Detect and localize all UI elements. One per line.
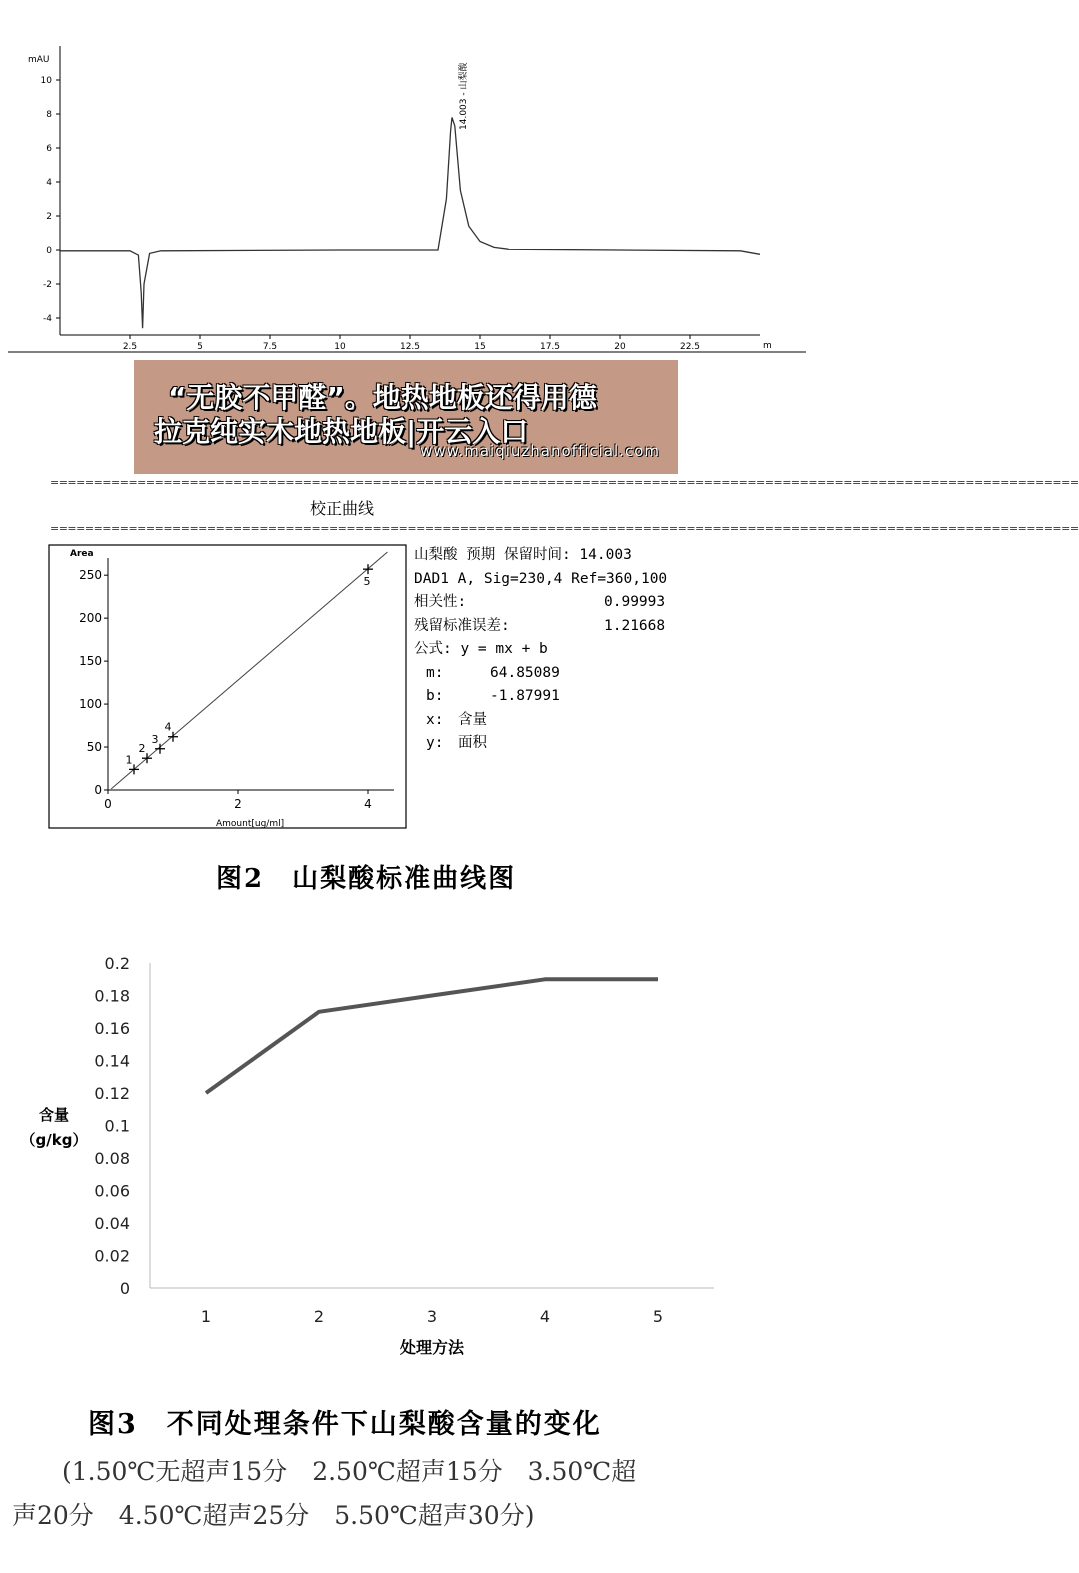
figure-3-note-line-2: 声20分 4.50℃超声25分 5.50℃超声30分) <box>12 1501 535 1530</box>
info-signal: DAD1 A, Sig=230,4 Ref=360,100 <box>414 570 668 587</box>
watermark-banner <box>134 360 678 474</box>
fig3-y-tick-label: 0.18 <box>94 986 130 1006</box>
fig3-x-tick-label: 4 <box>539 1307 551 1326</box>
calibration-y-tick-label: 250 <box>79 568 102 583</box>
calibration-y-tick-label: 0 <box>94 783 102 797</box>
calibration-point-label: 5 <box>363 575 371 589</box>
calibration-x-tick-label: 2 <box>234 797 242 811</box>
calibration-x-tick-label: 4 <box>364 797 372 811</box>
figure-2-caption: 图2 山梨酸标准曲线图 <box>216 864 517 894</box>
calibration-point-label: 2 <box>138 742 146 756</box>
chromatogram-x-tick-label: 7.5 <box>262 342 278 352</box>
fig3-y-tick-label: 0.16 <box>94 1019 130 1038</box>
fig3-y-tick-label: 0.2 <box>104 954 130 973</box>
fig3-y-tick-label: 0.08 <box>94 1149 130 1168</box>
info-retention: 山梨酸 预期 保留时间: 14.003 <box>414 547 632 563</box>
fig3-y-tick-label: 0.06 <box>94 1181 130 1201</box>
fig3-x-tick-label: 3 <box>426 1307 438 1326</box>
calibration-fit-line <box>111 552 387 789</box>
banner-line-1: “无胶不甲醛”。地热地板还得用德 <box>168 381 597 414</box>
chromatogram-y-tick-label: 10 <box>40 76 52 86</box>
chromatogram-y-tick-label: -2 <box>43 280 52 290</box>
chromatogram-x-tick-label: 20 <box>614 342 626 352</box>
chromatogram-trace <box>60 117 760 328</box>
figure-3-caption: 图3 不同处理条件下山梨酸含量的变化 <box>88 1409 602 1440</box>
chromatogram-y-tick-label: 6 <box>46 144 52 154</box>
calibration-y-tick-label: 150 <box>79 654 102 669</box>
info-b-label: b: <box>426 688 444 704</box>
chromatogram-x-tick-label: 12.5 <box>399 342 421 352</box>
info-y-label: y: <box>426 735 444 751</box>
calibration-point-label: 1 <box>125 753 133 767</box>
info-b-value: -1.87991 <box>490 688 560 704</box>
info-formula: 公式: y = mx + b <box>414 641 548 657</box>
info-x-label: x: <box>426 711 444 728</box>
calibration-point-label: 4 <box>164 720 172 734</box>
chromatogram-y-tick-label: 4 <box>46 178 52 188</box>
calibration-point <box>165 721 179 742</box>
chromatogram-x-tick-label: 2.5 <box>122 342 138 352</box>
calibration-chart <box>48 544 408 830</box>
calibration-title: 校正曲线 <box>310 499 375 518</box>
fig3-series-line <box>206 979 658 1093</box>
chromatogram-y-tick-label: -4 <box>43 314 52 324</box>
chromatogram-x-tick-label: 15 <box>474 342 486 352</box>
banner-url: www.maiqiuzhanofficial.com <box>420 442 660 460</box>
fig3-y-tick-label: 0.04 <box>94 1214 130 1233</box>
fig3-y-label-line2: （g/kg） <box>20 1131 88 1149</box>
chromatogram-y-tick-label: 8 <box>46 110 52 120</box>
info-residual-value: 1.21668 <box>604 617 666 634</box>
info-x-value: 含量 <box>458 711 487 728</box>
content-line-chart <box>0 940 814 1380</box>
fig3-y-tick-label: 0.1 <box>104 1116 130 1136</box>
chromatogram-x-tick-label: 22.5 <box>679 342 701 352</box>
chromatogram-x-tick-label: 10 <box>334 342 346 352</box>
calibration-point <box>152 733 166 754</box>
banner-line-2: 拉克纯实木地热地板|开云入口 <box>154 415 529 448</box>
info-correlation-value: 0.99993 <box>604 594 666 610</box>
figure-3-note-line-1: (1.50℃无超声15分 2.50℃超声15分 3.50℃超 <box>62 1457 637 1486</box>
calibration-y-label: Area <box>70 549 94 559</box>
calibration-point <box>363 564 373 588</box>
calibration-y-tick-label: 100 <box>79 697 102 712</box>
calibration-x-tick-label: 0 <box>104 797 112 811</box>
calibration-point-label: 3 <box>151 732 159 746</box>
chromatogram-y-tick-label: 2 <box>46 212 52 222</box>
calibration-y-tick-label: 200 <box>79 611 102 626</box>
fig3-y-label-line1: 含量 <box>38 1106 70 1124</box>
fig3-x-tick-label: 1 <box>200 1307 212 1326</box>
chromatogram-chart <box>0 0 814 360</box>
dashed-rule-bottom: ====================================================================================================================== <box>50 522 1079 535</box>
chromatogram-y-unit: mAU <box>28 55 50 65</box>
calibration-y-tick-label: 50 <box>86 740 102 755</box>
calibration-x-label: Amount[ug/ml] <box>216 819 285 829</box>
chromatogram-x-unit: m <box>763 341 772 351</box>
calibration-frame <box>49 545 406 828</box>
info-correlation-label: 相关性: <box>414 594 467 610</box>
fig3-y-tick-label: 0 <box>119 1279 130 1298</box>
info-m-label: m: <box>426 664 444 681</box>
info-m-value: 64.85089 <box>490 664 560 681</box>
dashed-rule-top: ====================================================================================================================== <box>50 476 1079 489</box>
fig3-y-tick-label: 0.14 <box>94 1051 130 1071</box>
calibration-info <box>414 544 667 756</box>
peak-label: 14.003 - 山梨酸 <box>459 62 469 130</box>
fig3-y-tick-label: 0.02 <box>94 1246 130 1266</box>
chromatogram-x-tick-label: 17.5 <box>539 342 561 352</box>
fig3-x-tick-label: 5 <box>652 1307 664 1326</box>
info-y-value: 面积 <box>458 735 487 751</box>
chromatogram-x-tick-label: 5 <box>197 342 203 352</box>
chromatogram-y-tick-label: 0 <box>46 246 52 256</box>
fig3-x-tick-label: 2 <box>313 1307 325 1326</box>
fig3-y-tick-label: 0.12 <box>94 1084 130 1103</box>
fig3-x-label: 处理方法 <box>399 1338 465 1357</box>
info-residual-label: 残留标准误差: <box>414 617 510 634</box>
